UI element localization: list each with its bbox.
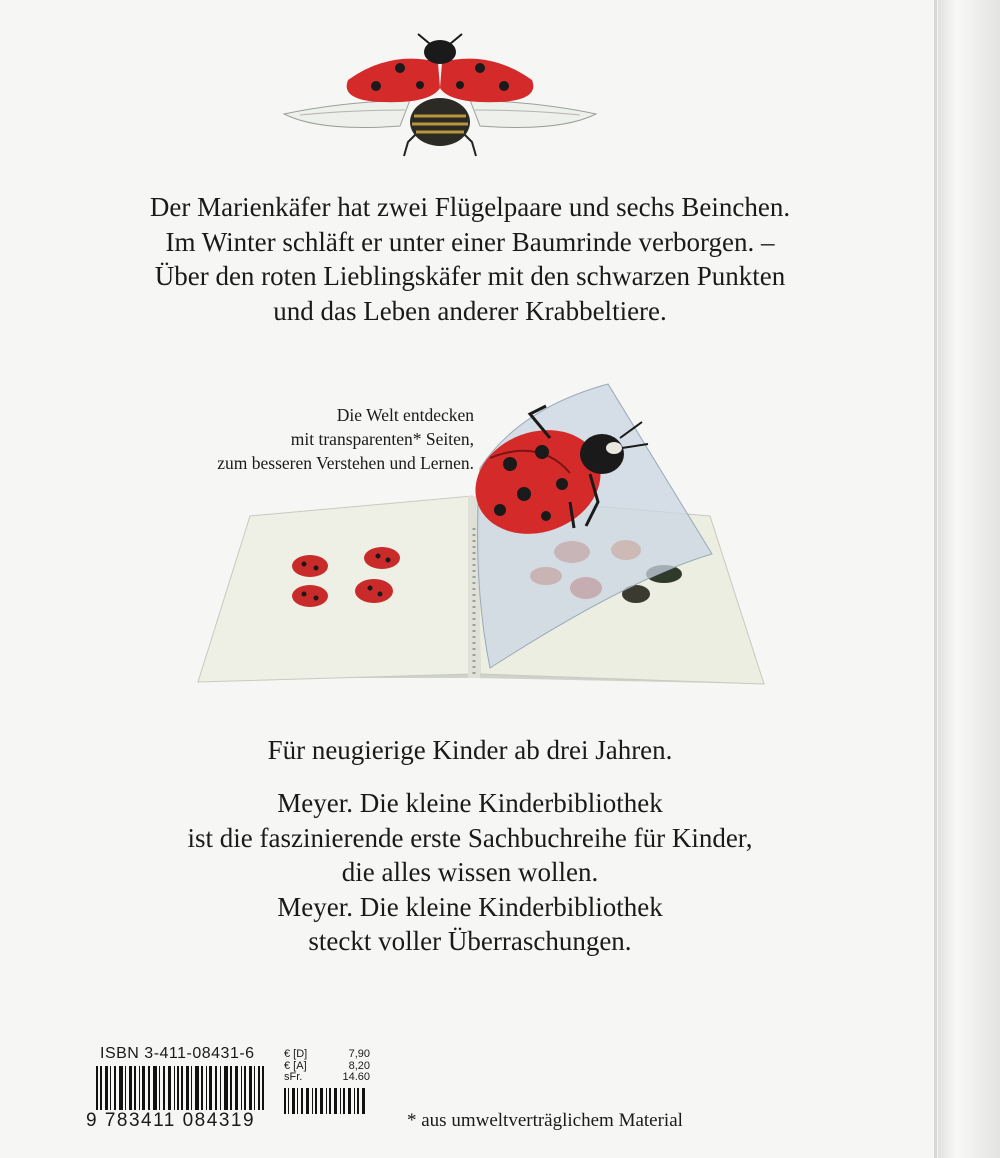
ladybug-flying-icon [280, 30, 600, 160]
isbn-number: ISBN 3-411-08431-6 [100, 1045, 255, 1062]
tagline-line: zum besseren Verstehen und Lernen. [217, 453, 474, 473]
price-table [284, 1049, 370, 1084]
barcode-digits: 9 783411 084319 [84, 1110, 276, 1132]
description-line: und das Leben anderer Krabbeltiere. [273, 295, 667, 326]
open-book-illustration-icon [190, 378, 770, 698]
series-line: die alles wissen wollen. [341, 857, 599, 887]
series-line: Meyer. Die kleine Kinderbibliothek [277, 891, 663, 922]
book-description [60, 190, 880, 328]
price-label: sFr. [284, 1071, 303, 1083]
description-line: Der Marienkäfer hat zwei Flügelpaare und sechs Beinchen. [149, 192, 791, 222]
price-row [284, 1049, 370, 1061]
tagline-line: mit transparenten* Seiten, [290, 429, 474, 449]
series-description [60, 786, 880, 959]
price-label: € [D] [284, 1048, 308, 1060]
description-line: Im Winter schläft er unter einer Baumrinde verborgen. – [165, 226, 775, 257]
age-recommendation: Für neugierige Kinder ab drei Jahren. [267, 735, 673, 765]
spine-edge [934, 0, 937, 1158]
price-row [284, 1072, 370, 1084]
series-line: Meyer. Die kleine Kinderbibliothek [277, 788, 663, 818]
price-value: 14.60 [342, 1071, 370, 1083]
price-barcode-icon [284, 1088, 368, 1114]
tagline-line: Die Welt entdecken [336, 405, 474, 425]
price-value: 7,90 [348, 1048, 370, 1060]
price-label: € [A] [284, 1059, 307, 1072]
description-line: Über den roten Lieblingskäfer mit den schwarzen Punkten [154, 261, 786, 291]
book-spine [938, 0, 1000, 1158]
material-footnote: * aus umweltverträglichem Material [407, 1110, 683, 1131]
price-value: 8,20 [348, 1059, 370, 1072]
series-line: ist die faszinierende erste Sachbuchreihe für Kinder, [187, 822, 753, 853]
series-line: steckt voller Überraschungen. [308, 926, 632, 956]
